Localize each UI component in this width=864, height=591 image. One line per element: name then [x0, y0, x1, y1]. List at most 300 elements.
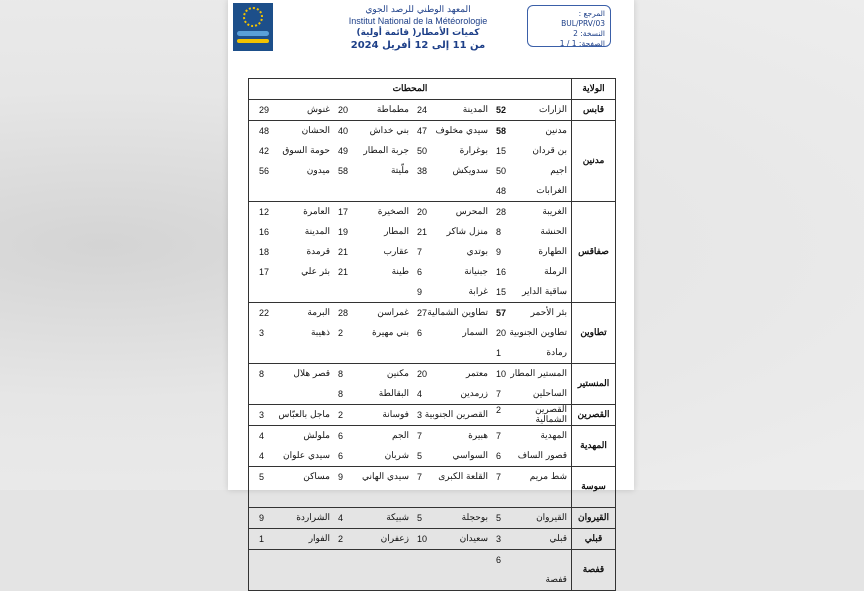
rainfall-value: 10	[496, 369, 507, 379]
station-cell	[413, 105, 492, 115]
rainfall-value: 48	[259, 126, 270, 136]
station-name: القصرين الجنوبية	[424, 410, 488, 420]
station-cell	[413, 287, 492, 297]
station-cell	[492, 287, 571, 297]
wilaya-name: قابس	[571, 100, 615, 120]
station-list	[249, 405, 571, 425]
station-cell	[334, 328, 413, 338]
station-name: منزل شاكر	[446, 227, 488, 237]
station-name: مساكن	[303, 472, 330, 482]
table-row	[249, 466, 615, 507]
rainfall-value: 3	[417, 410, 423, 420]
table-row	[249, 404, 615, 425]
institute-name-fr: Institut National de la Météorologie	[348, 16, 488, 26]
rainfall-value: 18	[259, 247, 270, 257]
rainfall-value: 4	[259, 451, 265, 461]
station-cell	[492, 431, 571, 441]
station-cell	[334, 308, 413, 318]
table-row	[249, 425, 615, 466]
table-row	[249, 363, 615, 404]
wilaya-name: قفصة	[571, 550, 615, 590]
station-cell	[334, 166, 413, 176]
institute-logo	[233, 3, 273, 51]
reference-box	[527, 5, 611, 47]
station-name: بئر علي	[301, 267, 330, 277]
station-list	[249, 508, 571, 528]
station-cell	[413, 472, 492, 482]
table-row	[249, 99, 615, 120]
station-cell	[255, 105, 334, 115]
station-line	[249, 161, 571, 181]
station-name: بوتدي	[466, 247, 488, 257]
station-cell	[492, 186, 571, 196]
rainfall-value: 5	[417, 451, 423, 461]
rainfall-value: 5	[417, 513, 423, 523]
station-cell	[334, 207, 413, 217]
rainfall-value: 2	[496, 405, 502, 415]
station-cell	[255, 146, 334, 156]
station-line	[249, 202, 571, 222]
station-name: قرمدة	[306, 247, 330, 257]
station-line	[249, 570, 571, 590]
station-name: المدينة	[462, 105, 488, 115]
station-cell	[255, 166, 334, 176]
header-stations: المحطات	[392, 84, 428, 94]
station-name: المحرس	[455, 207, 488, 217]
station-cell	[492, 369, 571, 379]
rainfall-value: 7	[417, 472, 423, 482]
station-line	[249, 446, 571, 466]
rainfall-value: 52	[496, 105, 507, 115]
station-line	[249, 141, 571, 161]
rainfall-value: 6	[496, 451, 502, 461]
station-line	[249, 364, 571, 384]
station-cell	[334, 410, 413, 420]
station-line	[249, 343, 571, 363]
rainfall-value: 28	[338, 308, 349, 318]
wilaya-name: المهدية	[571, 426, 615, 466]
station-cell	[255, 513, 334, 523]
rainfall-value: 8	[338, 389, 344, 399]
rainfall-value: 7	[417, 247, 423, 257]
rainfall-value: 15	[496, 287, 507, 297]
station-name: السواسي	[452, 451, 488, 461]
station-name: ماجل بالعبّاس	[278, 410, 330, 420]
rainfall-value: 50	[496, 166, 507, 176]
station-cell	[413, 267, 492, 277]
station-line	[249, 262, 571, 282]
table-header-row	[249, 79, 615, 99]
sun-icon	[243, 7, 263, 27]
station-cell	[492, 328, 571, 338]
rainfall-value: 7	[496, 389, 502, 399]
station-name: سيدي مخلوف	[435, 126, 488, 136]
rainfall-value: 7	[496, 431, 502, 441]
rainfall-value: 42	[259, 146, 270, 156]
rainfall-value: 27	[417, 308, 428, 318]
rainfall-value: 21	[338, 267, 349, 277]
station-cell	[334, 369, 413, 379]
station-cell	[413, 166, 492, 176]
station-name: المدينة	[304, 227, 330, 237]
station-cell	[413, 513, 492, 523]
station-cell	[413, 146, 492, 156]
station-cell	[492, 247, 571, 257]
station-cell	[255, 451, 334, 461]
station-name: الغرابات	[536, 186, 567, 196]
station-name: زرمدين	[460, 389, 488, 399]
wave-icon	[237, 31, 269, 36]
station-name: رمادة	[546, 348, 567, 358]
reference-code: المرجع : BUL/PRV/03	[561, 9, 605, 28]
rainfall-value: 6	[338, 431, 344, 441]
rainfall-value: 21	[417, 227, 428, 237]
station-cell	[334, 451, 413, 461]
station-list	[249, 364, 571, 404]
station-name: غمراسن	[377, 308, 409, 318]
station-list	[249, 529, 571, 549]
station-name: القيروان	[536, 513, 567, 523]
rainfall-value: 6	[417, 267, 423, 277]
station-name: الطهارة	[538, 247, 567, 257]
rainfall-value: 2	[338, 410, 344, 420]
rainfall-value: 16	[259, 227, 270, 237]
station-name: جبنيانة	[464, 267, 488, 277]
station-name: قفصة	[545, 575, 567, 585]
station-cell	[255, 410, 334, 420]
table-row	[249, 549, 615, 590]
station-list	[249, 100, 571, 120]
station-cell	[255, 247, 334, 257]
station-name: بني مهيرة	[372, 328, 409, 338]
station-name: بوغرارة	[459, 146, 488, 156]
station-name: سيدي علوان	[283, 451, 330, 461]
wilaya-name: القيروان	[571, 508, 615, 528]
station-name: سيدي الهاني	[361, 472, 409, 482]
rainfall-value: 7	[496, 472, 502, 482]
station-line	[249, 384, 571, 404]
rainfall-value: 15	[496, 146, 507, 156]
station-name: معتمر	[465, 369, 488, 379]
wilaya-name: سوسة	[571, 467, 615, 507]
station-name: القلعة الكبرى	[438, 472, 488, 482]
station-line	[249, 550, 571, 570]
station-name: شط مريم	[529, 472, 567, 482]
station-cell	[334, 389, 413, 399]
station-name: الشراردة	[296, 513, 330, 523]
station-name: الساحلين	[532, 389, 567, 399]
rainfall-value: 10	[417, 534, 428, 544]
station-cell	[492, 105, 571, 115]
station-name: فوسانة	[382, 410, 409, 420]
institute-name-ar: المعهد الوطني للرصد الجوي	[365, 5, 471, 15]
station-cell	[255, 431, 334, 441]
station-name: شربان	[384, 451, 409, 461]
rainfall-value: 9	[338, 472, 344, 482]
rainfall-value: 58	[338, 166, 349, 176]
station-name: الصخيرة	[377, 207, 409, 217]
station-cell	[255, 308, 334, 318]
station-cell	[492, 146, 571, 156]
station-line	[249, 242, 571, 262]
rainfall-value: 1	[259, 534, 265, 544]
rainfall-value: 1	[496, 348, 502, 358]
table-row	[249, 120, 615, 201]
rainfall-value: 17	[338, 207, 349, 217]
rainfall-value: 58	[496, 126, 507, 136]
rainfall-value: 6	[496, 555, 502, 565]
rainfall-value: 8	[338, 369, 344, 379]
station-name: ملولش	[303, 431, 330, 441]
station-name: بن قردان	[532, 146, 567, 156]
station-cell	[255, 207, 334, 217]
rainfall-value: 4	[338, 513, 344, 523]
rainfall-value: 6	[338, 451, 344, 461]
station-name: قصور الساف	[517, 451, 567, 461]
station-name: الجم	[391, 431, 409, 441]
station-list	[249, 121, 571, 201]
station-name: بئر الأحمر	[530, 308, 567, 318]
station-cell	[413, 389, 492, 399]
rainfall-value: 3	[496, 534, 502, 544]
wilaya-name: صفاقس	[571, 202, 615, 302]
station-name: مكنين	[386, 369, 409, 379]
station-list	[249, 426, 571, 466]
wilaya-name: المنستير	[571, 364, 615, 404]
rainfall-value: 9	[417, 287, 423, 297]
station-cell	[413, 247, 492, 257]
station-list	[249, 550, 571, 590]
station-cell	[492, 227, 571, 237]
station-list	[249, 202, 571, 302]
rainfall-value: 2	[338, 328, 344, 338]
rainfall-value: 21	[338, 247, 349, 257]
rainfall-value: 9	[259, 513, 265, 523]
wilaya-name: القصرين	[571, 405, 615, 425]
rainfall-value: 28	[496, 207, 507, 217]
station-cell	[255, 534, 334, 544]
station-cell	[492, 575, 571, 585]
station-cell	[413, 431, 492, 441]
rainfall-value: 16	[496, 267, 507, 277]
station-name: المستير المطار	[510, 369, 567, 379]
rainfall-value: 6	[417, 328, 423, 338]
station-cell	[334, 472, 413, 482]
table-row	[249, 507, 615, 528]
station-cell	[413, 126, 492, 136]
document-period: من 11 إلى 12 أفريل 2024	[350, 40, 486, 51]
station-name: بوحجلة	[461, 513, 488, 523]
rainfall-value: 20	[338, 105, 349, 115]
header-wilaya: الولاية	[571, 79, 615, 99]
station-cell	[492, 472, 571, 482]
station-cell	[492, 513, 571, 523]
station-cell	[413, 227, 492, 237]
station-name: السمار	[462, 328, 488, 338]
station-line	[249, 121, 571, 141]
station-name: مدنين	[545, 126, 567, 136]
station-line	[249, 100, 571, 120]
rainfall-value: 20	[417, 369, 428, 379]
station-list	[249, 467, 571, 507]
station-name: سدويكش	[452, 166, 488, 176]
station-line	[249, 426, 571, 446]
station-cell	[492, 166, 571, 176]
station-name: بني خداش	[369, 126, 409, 136]
station-line	[249, 508, 571, 528]
station-cell	[492, 126, 571, 136]
document-header	[318, 5, 518, 52]
station-cell	[492, 534, 571, 544]
station-name: غنوش	[306, 105, 330, 115]
station-name: الزارات	[538, 105, 567, 115]
table-row	[249, 302, 615, 363]
station-line	[249, 467, 571, 487]
station-cell	[492, 555, 571, 565]
station-name: تطاوين الشمالية	[427, 308, 488, 318]
station-name: الرملة	[544, 267, 567, 277]
station-name: البرمة	[307, 308, 330, 318]
station-name: شبيكة	[386, 513, 409, 523]
station-name: الحشان	[301, 126, 330, 136]
station-cell	[413, 451, 492, 461]
station-name: ملّيتة	[390, 166, 409, 176]
station-cell	[492, 308, 571, 318]
rainfall-value: 2	[338, 534, 344, 544]
station-cell	[413, 369, 492, 379]
rainfall-value: 47	[417, 126, 428, 136]
station-cell	[413, 328, 492, 338]
station-name: المهدية	[540, 431, 567, 441]
rainfall-value: 3	[259, 410, 265, 420]
wilaya-name: مدنين	[571, 121, 615, 201]
station-cell	[334, 513, 413, 523]
station-line	[249, 181, 571, 201]
station-cell	[255, 267, 334, 277]
station-name: غرابة	[468, 287, 488, 297]
rainfall-value: 3	[259, 328, 265, 338]
station-cell	[334, 431, 413, 441]
table-row	[249, 201, 615, 302]
station-name: الفوار	[308, 534, 330, 544]
station-line	[249, 303, 571, 323]
station-cell	[492, 348, 571, 358]
wave-icon	[237, 39, 269, 43]
station-cell	[334, 146, 413, 156]
station-name: العامرة	[303, 207, 330, 217]
rainfall-value: 49	[338, 146, 349, 156]
rainfall-value: 29	[259, 105, 270, 115]
rainfall-value: 48	[496, 186, 507, 196]
station-cell	[492, 267, 571, 277]
station-list	[249, 303, 571, 363]
station-line	[249, 487, 571, 507]
rainfall-table	[248, 78, 616, 591]
rainfall-value: 4	[417, 389, 423, 399]
rainfall-value: 9	[496, 247, 502, 257]
station-name: قبلي	[549, 534, 567, 544]
station-cell	[255, 227, 334, 237]
station-cell	[413, 534, 492, 544]
station-name: جربة المطار	[363, 146, 409, 156]
station-cell	[255, 328, 334, 338]
rainfall-value: 4	[259, 431, 265, 441]
rainfall-value: 17	[259, 267, 270, 277]
station-cell	[334, 267, 413, 277]
rainfall-value: 19	[338, 227, 349, 237]
rainfall-value: 38	[417, 166, 428, 176]
station-name: البقالطة	[378, 389, 409, 399]
station-cell	[492, 405, 571, 425]
wilaya-name: قبلي	[571, 529, 615, 549]
rainfall-value: 40	[338, 126, 349, 136]
station-cell	[492, 451, 571, 461]
station-name: المطار	[384, 227, 409, 237]
rainfall-value: 20	[496, 328, 507, 338]
station-name: ميدون	[306, 166, 330, 176]
rainfall-value: 50	[417, 146, 428, 156]
rainfall-value: 22	[259, 308, 270, 318]
station-name: ذهيبة	[310, 328, 330, 338]
station-name: ساقية الداير	[522, 287, 567, 297]
station-name: عقارب	[383, 247, 409, 257]
station-name: اجيم	[550, 166, 567, 176]
station-cell	[413, 207, 492, 217]
station-cell	[255, 472, 334, 482]
station-name: تطاوين الجنوبية	[509, 328, 567, 338]
station-name: الحنشة	[540, 227, 567, 237]
station-name: مطماطة	[376, 105, 409, 115]
station-line	[249, 405, 571, 425]
station-line	[249, 282, 571, 302]
rainfall-value: 7	[417, 431, 423, 441]
station-line	[249, 323, 571, 343]
station-name: هبيرة	[468, 431, 488, 441]
station-cell	[413, 308, 492, 318]
station-cell	[334, 247, 413, 257]
station-name: القصرين الشمالية	[535, 405, 567, 425]
rainfall-value: 57	[496, 308, 507, 318]
station-name: حومة السوق	[282, 146, 330, 156]
station-name: الغريبة	[542, 207, 567, 217]
page-number: الصفحة: 1 / 1	[559, 39, 605, 48]
station-name: قصر هلال	[293, 369, 330, 379]
table-row	[249, 528, 615, 549]
station-cell	[255, 126, 334, 136]
rainfall-value: 8	[259, 369, 265, 379]
station-name: طينة	[391, 267, 409, 277]
rainfall-value: 56	[259, 166, 270, 176]
rainfall-value: 5	[496, 513, 502, 523]
station-cell	[334, 227, 413, 237]
station-cell	[255, 369, 334, 379]
rainfall-value: 20	[417, 207, 428, 217]
station-line	[249, 222, 571, 242]
document-title: كميات الأمطار( قائمة أولية)	[356, 28, 480, 38]
station-cell	[492, 207, 571, 217]
rainfall-value: 5	[259, 472, 265, 482]
wilaya-name: تطاوين	[571, 303, 615, 363]
rainfall-value: 24	[417, 105, 428, 115]
station-cell	[334, 105, 413, 115]
rainfall-value: 12	[259, 207, 270, 217]
station-line	[249, 529, 571, 549]
document-page	[228, 0, 634, 585]
rainfall-value: 8	[496, 227, 502, 237]
version-number: النسخة: 2	[573, 29, 605, 38]
station-name: سعيدان	[459, 534, 488, 544]
station-name: زعفران	[380, 534, 409, 544]
